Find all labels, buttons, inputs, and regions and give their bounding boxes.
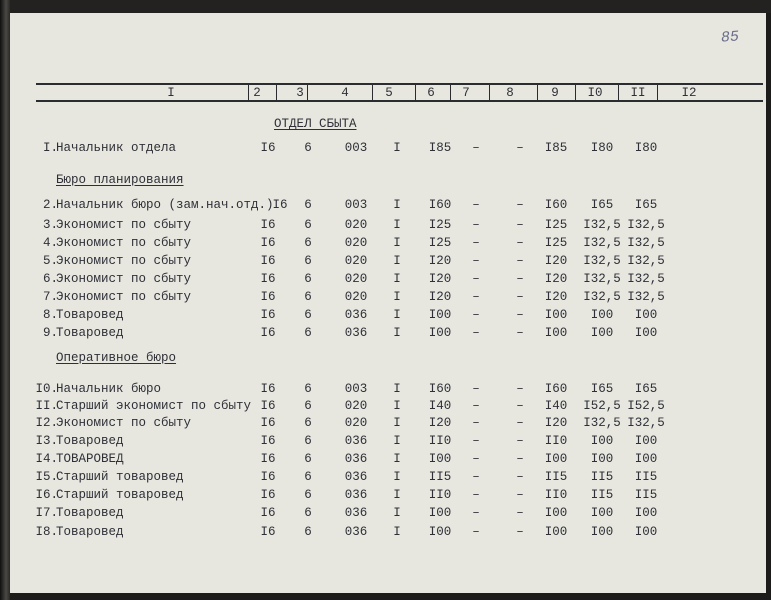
column-divider bbox=[276, 85, 277, 100]
cell-col6: I20 bbox=[428, 290, 452, 304]
position-title: Начальник бюро (зам.нач.отд.) bbox=[56, 198, 274, 212]
cell-col8: – bbox=[516, 272, 524, 286]
position-title: Экономист по сбыту bbox=[56, 416, 192, 430]
position-title: Старший товаровед bbox=[56, 470, 184, 484]
cell-col4: 036 bbox=[344, 326, 368, 340]
row-number: 7. bbox=[42, 290, 58, 304]
cell-col11: I65 bbox=[634, 382, 658, 396]
cell-col2: I6 bbox=[260, 308, 276, 322]
cell-col8: – bbox=[516, 470, 524, 484]
cell-col2: I6 bbox=[260, 470, 276, 484]
cell-col9: II0 bbox=[544, 434, 568, 448]
cell-col8: – bbox=[516, 506, 524, 520]
cell-col10: I00 bbox=[590, 525, 614, 539]
cell-col10: I32,5 bbox=[583, 236, 621, 250]
row-number: II. bbox=[35, 399, 58, 413]
cell-col8: – bbox=[516, 236, 524, 250]
cell-col4: 036 bbox=[344, 488, 368, 502]
table-row bbox=[10, 506, 766, 524]
table-row bbox=[10, 326, 766, 344]
table-row bbox=[10, 382, 766, 400]
cell-col6: I00 bbox=[428, 308, 452, 322]
row-number: I4. bbox=[35, 452, 58, 466]
cell-col10: I65 bbox=[590, 198, 614, 212]
row-number: 4. bbox=[42, 236, 58, 250]
cell-col4: 003 bbox=[344, 198, 368, 212]
cell-col6: II0 bbox=[428, 434, 452, 448]
cell-col7: – bbox=[472, 198, 480, 212]
cell-col4: 036 bbox=[344, 452, 368, 466]
cell-col8: – bbox=[516, 254, 524, 268]
cell-col2: I6 bbox=[260, 488, 276, 502]
position-title: Экономист по сбыту bbox=[56, 290, 192, 304]
cell-col4: 036 bbox=[344, 434, 368, 448]
cell-col6: I00 bbox=[428, 452, 452, 466]
column-header-12: I2 bbox=[681, 86, 697, 100]
row-number: 9. bbox=[42, 326, 58, 340]
cell-col8: – bbox=[516, 399, 524, 413]
table-row bbox=[10, 452, 766, 470]
cell-col4: 020 bbox=[344, 254, 368, 268]
column-divider bbox=[537, 85, 538, 100]
cell-col5: I bbox=[393, 416, 401, 430]
cell-col7: – bbox=[472, 218, 480, 232]
row-number: 6. bbox=[42, 272, 58, 286]
scan-top-border bbox=[0, 0, 771, 13]
cell-col11: I00 bbox=[634, 326, 658, 340]
cell-col3: 6 bbox=[304, 141, 312, 155]
cell-col9: I60 bbox=[544, 198, 568, 212]
cell-col8: – bbox=[516, 488, 524, 502]
cell-col9: I85 bbox=[544, 141, 568, 155]
row-number: I. bbox=[42, 141, 58, 155]
position-title: Товаровед bbox=[56, 308, 124, 322]
cell-col3: 6 bbox=[304, 470, 312, 484]
cell-col6: I85 bbox=[428, 141, 452, 155]
cell-col11: I52,5 bbox=[627, 399, 665, 413]
cell-col11: I32,5 bbox=[627, 236, 665, 250]
cell-col11: I32,5 bbox=[627, 254, 665, 268]
table-row bbox=[10, 308, 766, 326]
cell-col5: I bbox=[393, 141, 401, 155]
position-title: Экономист по сбыту bbox=[56, 254, 192, 268]
cell-col11: I32,5 bbox=[627, 272, 665, 286]
table-row bbox=[10, 488, 766, 506]
row-number: I6. bbox=[35, 488, 58, 502]
table-row bbox=[10, 254, 766, 272]
cell-col9: I00 bbox=[544, 506, 568, 520]
cell-col10: I32,5 bbox=[583, 254, 621, 268]
cell-col8: – bbox=[516, 290, 524, 304]
column-header-8: 8 bbox=[506, 86, 514, 100]
cell-col3: 6 bbox=[304, 290, 312, 304]
cell-col6: I20 bbox=[428, 416, 452, 430]
cell-col4: 036 bbox=[344, 506, 368, 520]
cell-col7: – bbox=[472, 525, 480, 539]
cell-col5: I bbox=[393, 308, 401, 322]
cell-col7: – bbox=[472, 308, 480, 322]
cell-col5: I bbox=[393, 236, 401, 250]
cell-col6: I00 bbox=[428, 525, 452, 539]
cell-col9: I25 bbox=[544, 218, 568, 232]
header-bottom-rule bbox=[36, 100, 763, 102]
document-page bbox=[10, 13, 766, 593]
cell-col6: I00 bbox=[428, 506, 452, 520]
cell-col4: 020 bbox=[344, 416, 368, 430]
cell-col10: I65 bbox=[590, 382, 614, 396]
cell-col6: I25 bbox=[428, 236, 452, 250]
cell-col10: I32,5 bbox=[583, 290, 621, 304]
cell-col5: I bbox=[393, 399, 401, 413]
cell-col9: I00 bbox=[544, 452, 568, 466]
cell-col3: 6 bbox=[304, 525, 312, 539]
cell-col11: II5 bbox=[634, 470, 658, 484]
cell-col3: 6 bbox=[304, 218, 312, 232]
cell-col3: 6 bbox=[304, 416, 312, 430]
cell-col9: I40 bbox=[544, 399, 568, 413]
cell-col11: II5 bbox=[634, 488, 658, 502]
position-title: Начальник отдела bbox=[56, 141, 177, 155]
cell-col7: – bbox=[472, 382, 480, 396]
cell-col2: I6 bbox=[260, 254, 276, 268]
position-title: Товаровед bbox=[56, 525, 124, 539]
row-number: 3. bbox=[42, 218, 58, 232]
column-header-4: 4 bbox=[341, 86, 349, 100]
cell-col10: I32,5 bbox=[583, 272, 621, 286]
column-header-3: 3 bbox=[296, 86, 304, 100]
cell-col8: – bbox=[516, 416, 524, 430]
row-number: I2. bbox=[35, 416, 58, 430]
cell-col3: 6 bbox=[304, 488, 312, 502]
cell-col3: 6 bbox=[304, 452, 312, 466]
table-row bbox=[10, 272, 766, 290]
table-row bbox=[10, 416, 766, 434]
cell-col5: I bbox=[393, 525, 401, 539]
archive-page-number: 85 bbox=[720, 28, 740, 47]
cell-col3: 6 bbox=[304, 326, 312, 340]
position-title: Старший экономист по сбыту bbox=[56, 399, 252, 413]
row-number: I5. bbox=[35, 470, 58, 484]
cell-col2: I6 bbox=[272, 198, 288, 212]
position-title: ТОВАРОВЕД bbox=[56, 452, 124, 466]
cell-col6: II0 bbox=[428, 488, 452, 502]
cell-col9: I00 bbox=[544, 308, 568, 322]
position-title: Начальник бюро bbox=[56, 382, 162, 396]
cell-col3: 6 bbox=[304, 198, 312, 212]
cell-col3: 6 bbox=[304, 272, 312, 286]
cell-col7: – bbox=[472, 416, 480, 430]
table-row bbox=[10, 290, 766, 308]
column-header-5: 5 bbox=[385, 86, 393, 100]
cell-col2: I6 bbox=[260, 452, 276, 466]
table-row bbox=[10, 198, 766, 216]
cell-col3: 6 bbox=[304, 382, 312, 396]
cell-col7: – bbox=[472, 254, 480, 268]
row-number: I3. bbox=[35, 434, 58, 448]
cell-col9: I20 bbox=[544, 416, 568, 430]
cell-col3: 6 bbox=[304, 308, 312, 322]
cell-col4: 020 bbox=[344, 236, 368, 250]
cell-col10: I00 bbox=[590, 506, 614, 520]
cell-col8: – bbox=[516, 141, 524, 155]
cell-col11: I00 bbox=[634, 525, 658, 539]
column-header-9: 9 bbox=[551, 86, 559, 100]
cell-col6: II5 bbox=[428, 470, 452, 484]
cell-col3: 6 bbox=[304, 506, 312, 520]
cell-col2: I6 bbox=[260, 272, 276, 286]
row-number: I8. bbox=[35, 525, 58, 539]
position-title: Экономист по сбыту bbox=[56, 236, 192, 250]
table-row bbox=[10, 218, 766, 236]
cell-col4: 020 bbox=[344, 272, 368, 286]
row-number: 5. bbox=[42, 254, 58, 268]
cell-col7: – bbox=[472, 434, 480, 448]
cell-col5: I bbox=[393, 198, 401, 212]
position-title: Товаровед bbox=[56, 506, 124, 520]
cell-col4: 036 bbox=[344, 470, 368, 484]
cell-col7: – bbox=[472, 141, 480, 155]
cell-col7: – bbox=[472, 470, 480, 484]
cell-col6: I20 bbox=[428, 272, 452, 286]
cell-col5: I bbox=[393, 290, 401, 304]
table-row bbox=[10, 141, 766, 159]
row-number: I0. bbox=[35, 382, 58, 396]
cell-col4: 003 bbox=[344, 141, 368, 155]
cell-col7: – bbox=[472, 326, 480, 340]
cell-col7: – bbox=[472, 236, 480, 250]
column-divider bbox=[489, 85, 490, 100]
cell-col10: II5 bbox=[590, 488, 614, 502]
cell-col9: II5 bbox=[544, 470, 568, 484]
cell-col3: 6 bbox=[304, 434, 312, 448]
column-divider bbox=[618, 85, 619, 100]
row-number: 8. bbox=[42, 308, 58, 322]
cell-col8: – bbox=[516, 326, 524, 340]
cell-col4: 003 bbox=[344, 382, 368, 396]
cell-col10: I32,5 bbox=[583, 218, 621, 232]
cell-col9: I20 bbox=[544, 254, 568, 268]
cell-col5: I bbox=[393, 326, 401, 340]
cell-col2: I6 bbox=[260, 399, 276, 413]
cell-col8: – bbox=[516, 198, 524, 212]
cell-col2: I6 bbox=[260, 434, 276, 448]
cell-col8: – bbox=[516, 434, 524, 448]
row-number: I7. bbox=[35, 506, 58, 520]
cell-col9: I00 bbox=[544, 525, 568, 539]
column-header-11: II bbox=[630, 86, 646, 100]
cell-col11: I00 bbox=[634, 506, 658, 520]
column-header-1: I bbox=[167, 86, 175, 100]
cell-col8: – bbox=[516, 218, 524, 232]
cell-col4: 020 bbox=[344, 290, 368, 304]
cell-col11: I65 bbox=[634, 198, 658, 212]
section-heading-operations-bureau: Оперативное бюро bbox=[56, 351, 177, 365]
cell-col2: I6 bbox=[260, 326, 276, 340]
cell-col5: I bbox=[393, 434, 401, 448]
cell-col11: I32,5 bbox=[627, 218, 665, 232]
column-divider bbox=[307, 85, 308, 100]
table-row bbox=[10, 434, 766, 452]
cell-col6: I20 bbox=[428, 254, 452, 268]
table-row bbox=[10, 399, 766, 417]
cell-col11: I00 bbox=[634, 434, 658, 448]
cell-col8: – bbox=[516, 308, 524, 322]
cell-col11: I80 bbox=[634, 141, 658, 155]
cell-col7: – bbox=[472, 506, 480, 520]
cell-col4: 036 bbox=[344, 525, 368, 539]
table-row bbox=[10, 470, 766, 488]
cell-col2: I6 bbox=[260, 506, 276, 520]
position-title: Старший товаровед bbox=[56, 488, 184, 502]
cell-col2: I6 bbox=[260, 290, 276, 304]
cell-col10: I00 bbox=[590, 308, 614, 322]
cell-col5: I bbox=[393, 382, 401, 396]
section-heading-planning-bureau: Бюро планирования bbox=[56, 173, 184, 187]
cell-col7: – bbox=[472, 290, 480, 304]
cell-col6: I25 bbox=[428, 218, 452, 232]
cell-col5: I bbox=[393, 254, 401, 268]
cell-col8: – bbox=[516, 382, 524, 396]
cell-col6: I60 bbox=[428, 198, 452, 212]
header-top-rule bbox=[36, 83, 763, 85]
cell-col9: I60 bbox=[544, 382, 568, 396]
column-divider bbox=[372, 85, 373, 100]
cell-col3: 6 bbox=[304, 399, 312, 413]
cell-col2: I6 bbox=[260, 416, 276, 430]
cell-col9: I20 bbox=[544, 272, 568, 286]
cell-col4: 020 bbox=[344, 399, 368, 413]
cell-col4: 020 bbox=[344, 218, 368, 232]
cell-col10: II5 bbox=[590, 470, 614, 484]
cell-col9: II0 bbox=[544, 488, 568, 502]
table-row bbox=[10, 236, 766, 254]
cell-col8: – bbox=[516, 452, 524, 466]
scan-binding-edge bbox=[0, 0, 10, 600]
position-title: Экономист по сбыту bbox=[56, 272, 192, 286]
section-heading-sales-department: ОТДЕЛ СБЫТА bbox=[274, 117, 357, 131]
cell-col2: I6 bbox=[260, 141, 276, 155]
table-row bbox=[10, 525, 766, 543]
cell-col9: I20 bbox=[544, 290, 568, 304]
cell-col10: I32,5 bbox=[583, 416, 621, 430]
cell-col6: I60 bbox=[428, 382, 452, 396]
row-number: 2. bbox=[42, 198, 58, 212]
cell-col6: I40 bbox=[428, 399, 452, 413]
cell-col5: I bbox=[393, 452, 401, 466]
column-header-6: 6 bbox=[427, 86, 435, 100]
cell-col10: I52,5 bbox=[583, 399, 621, 413]
column-header-2: 2 bbox=[253, 86, 261, 100]
cell-col9: I00 bbox=[544, 326, 568, 340]
position-title: Товаровед bbox=[56, 434, 124, 448]
cell-col2: I6 bbox=[260, 236, 276, 250]
cell-col7: – bbox=[472, 488, 480, 502]
cell-col10: I00 bbox=[590, 452, 614, 466]
position-title: Товаровед bbox=[56, 326, 124, 340]
column-divider bbox=[657, 85, 658, 100]
column-divider bbox=[575, 85, 576, 100]
cell-col10: I00 bbox=[590, 434, 614, 448]
cell-col3: 6 bbox=[304, 236, 312, 250]
cell-col11: I32,5 bbox=[627, 416, 665, 430]
cell-col11: I00 bbox=[634, 452, 658, 466]
cell-col11: I00 bbox=[634, 308, 658, 322]
cell-col4: 036 bbox=[344, 308, 368, 322]
cell-col11: I32,5 bbox=[627, 290, 665, 304]
cell-col5: I bbox=[393, 488, 401, 502]
cell-col10: I80 bbox=[590, 141, 614, 155]
cell-col7: – bbox=[472, 452, 480, 466]
cell-col10: I00 bbox=[590, 326, 614, 340]
cell-col7: – bbox=[472, 272, 480, 286]
cell-col2: I6 bbox=[260, 525, 276, 539]
cell-col5: I bbox=[393, 272, 401, 286]
cell-col5: I bbox=[393, 218, 401, 232]
cell-col5: I bbox=[393, 470, 401, 484]
column-header-10: I0 bbox=[587, 86, 603, 100]
cell-col8: – bbox=[516, 525, 524, 539]
cell-col9: I25 bbox=[544, 236, 568, 250]
cell-col3: 6 bbox=[304, 254, 312, 268]
cell-col2: I6 bbox=[260, 218, 276, 232]
cell-col7: – bbox=[472, 399, 480, 413]
position-title: Экономист по сбыту bbox=[56, 218, 192, 232]
cell-col5: I bbox=[393, 506, 401, 520]
cell-col2: I6 bbox=[260, 382, 276, 396]
column-header-7: 7 bbox=[462, 86, 470, 100]
cell-col6: I00 bbox=[428, 326, 452, 340]
